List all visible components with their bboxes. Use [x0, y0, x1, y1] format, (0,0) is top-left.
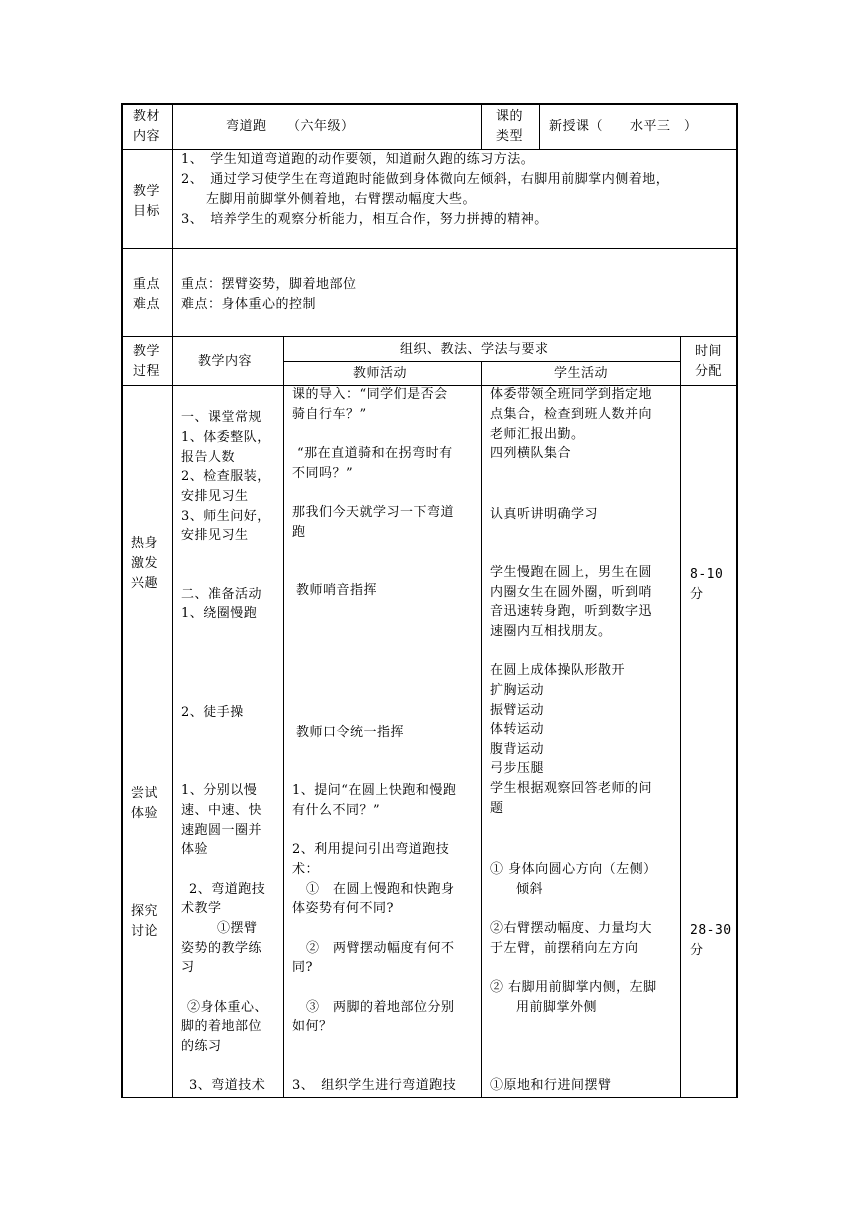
keypoint-line: 重点：摆臂姿势，脚着地部位	[181, 277, 357, 292]
table-divider	[481, 103, 482, 149]
content-line: 1、分别以慢	[181, 783, 258, 798]
table-divider	[283, 336, 284, 1098]
content-line: ①摆臂	[217, 921, 258, 936]
teacher-line: 1、提问“在圆上快跑和慢跑	[292, 783, 457, 798]
student-line: ②右臂摆动幅度、力量均大	[490, 921, 653, 936]
label-keypoints: 难点	[133, 297, 161, 312]
teacher-line: 不同吗？”	[292, 466, 354, 481]
phase-try: 体验	[131, 806, 159, 821]
header-teacher: 教师活动	[353, 366, 408, 381]
teacher-line: 3、 组织学生进行弯道跑技	[292, 1078, 457, 1093]
phase-warmup: 激发	[131, 556, 159, 571]
objective-line: 1、 学生知道弯道跑的动作要领，知道耐久跑的练习方法。	[181, 152, 535, 167]
time-value: 分	[690, 943, 704, 958]
content-line: 3、师生问好，	[181, 509, 271, 524]
teacher-line: 课的导入：“同学们是否会	[292, 387, 448, 402]
time-value: 28-30	[690, 923, 732, 938]
objective-line: 左脚用前脚掌外侧着地，右臂摆动幅度大些。	[206, 192, 477, 207]
header-org: 组织、教法、学法与要求	[400, 342, 549, 357]
content-line: 2、检查服装，	[181, 469, 271, 484]
student-line: 扩胸运动	[490, 683, 545, 698]
header-time: 分配	[695, 364, 723, 379]
label-keypoints: 重点	[133, 277, 161, 292]
teacher-line: 骑自行车？”	[292, 407, 367, 422]
student-line: 振臂运动	[490, 703, 545, 718]
teacher-line: 2、利用提问引出弯道跑技	[292, 842, 450, 857]
objective-line: 2、 通过学习使学生在弯道跑时能做到身体微向左倾斜，右脚用前脚掌内侧着地，	[181, 172, 670, 187]
student-line: 音迅速转身跑，听到数字迅	[490, 604, 653, 619]
table-divider	[172, 103, 173, 1098]
material-value: 弯道跑 （六年级）	[226, 119, 355, 134]
content-line: 体验	[181, 842, 209, 857]
time-value: 8-10	[690, 567, 724, 582]
student-line: ①原地和行进间摆臂	[490, 1078, 612, 1093]
header-time: 时间	[695, 344, 723, 359]
type-value: 新授课（ 水平三 ）	[549, 119, 698, 134]
content-line: 报告人数	[181, 450, 236, 465]
content-line: 2、徒手操	[181, 705, 244, 720]
teacher-line: 如何？	[292, 1019, 333, 1034]
label-material: 教材	[133, 109, 161, 124]
content-line: 安排见习生	[181, 489, 249, 504]
content-line: 习	[181, 960, 195, 975]
table-divider	[121, 248, 738, 249]
content-line: 1、体委整队，	[181, 430, 271, 445]
student-line: 内圈女生在圆外圈，听到哨	[490, 585, 653, 600]
student-line: 用前脚掌外侧	[516, 1000, 598, 1015]
teacher-line: 教师口令统一指挥	[296, 725, 405, 740]
phase-warmup: 热身	[131, 536, 159, 551]
label-process: 教学	[133, 344, 161, 359]
student-line: 题	[490, 801, 504, 816]
content-line: 安排见习生	[181, 528, 249, 543]
student-line: 腹背运动	[490, 742, 545, 757]
content-line: 的练习	[181, 1039, 222, 1054]
teacher-line: 那我们今天就学习一下弯道	[292, 505, 455, 520]
teacher-line: “那在直道骑和在拐弯时有	[297, 446, 453, 461]
student-line: 点集合，检查到班人数并向	[490, 407, 653, 422]
teacher-line: 同?	[292, 960, 313, 975]
header-content: 教学内容	[198, 354, 253, 369]
label-process: 过程	[133, 364, 161, 379]
phase-explore: 讨论	[131, 924, 159, 939]
teacher-line: ① 在圆上慢跑和快跑身	[306, 882, 455, 897]
label-objectives: 教学	[133, 184, 161, 199]
student-line: ② 右脚用前脚掌内侧，左脚	[490, 980, 657, 995]
table-divider	[121, 1097, 738, 1098]
student-line: 老师汇报出勤。	[490, 427, 585, 442]
phase-try: 尝试	[131, 786, 159, 801]
student-line: 体委带领全班同学到指定地	[490, 387, 653, 402]
student-line: 在圆上成体操队形散开	[490, 663, 626, 678]
content-line: 姿势的教学练	[181, 941, 263, 956]
content-line: 一、课堂常规	[181, 410, 263, 425]
content-line: 速、中速、快	[181, 803, 263, 818]
header-student: 学生活动	[554, 366, 609, 381]
phase-explore: 探究	[131, 904, 159, 919]
student-line: 认真听讲明确学习	[490, 507, 599, 522]
content-line: ②身体重心、	[187, 1000, 269, 1015]
table-border-right	[736, 103, 738, 1098]
content-line: 3、弯道技术	[189, 1078, 266, 1093]
table-divider	[121, 336, 738, 337]
content-line: 2、弯道跑技	[189, 882, 266, 897]
label-objectives: 目标	[133, 204, 161, 219]
teacher-line: ③ 两脚的着地部位分别	[306, 1000, 455, 1015]
student-line: 倾斜	[516, 882, 544, 897]
teacher-line: 跑	[292, 525, 306, 540]
content-line: 脚的着地部位	[181, 1019, 263, 1034]
student-line: 于左臂，前摆稍向左方向	[490, 941, 639, 956]
student-line: 四列横队集合	[490, 446, 572, 461]
student-line: ① 身体向圆心方向（左侧）	[490, 862, 657, 877]
phase-warmup: 兴趣	[131, 576, 159, 591]
time-value: 分	[690, 587, 704, 602]
content-line: 二、准备活动	[181, 587, 263, 602]
student-line: 体转运动	[490, 722, 545, 737]
label-material: 内容	[133, 129, 161, 144]
label-type: 类型	[496, 129, 524, 144]
keypoint-line: 难点：身体重心的控制	[181, 297, 317, 312]
teacher-line: 教师哨音指挥	[296, 583, 378, 598]
student-line: 弓步压腿	[490, 761, 545, 776]
student-line: 学生根据观察回答老师的问	[490, 781, 653, 796]
table-divider	[481, 361, 482, 1098]
table-border-top	[121, 103, 738, 105]
label-type: 课的	[496, 109, 524, 124]
teacher-line: 有什么不同？”	[292, 803, 381, 818]
objective-line: 3、 培养学生的观察分析能力，相互合作，努力拼搏的精神。	[181, 212, 548, 227]
student-line: 速圈内互相找朋友。	[490, 624, 612, 639]
content-line: 1、绕圈慢跑	[181, 606, 258, 621]
student-line: 学生慢跑在圆上，男生在圆	[490, 565, 653, 580]
teacher-line: ② 两臂摆动幅度有何不	[306, 941, 455, 956]
content-line: 速跑圆一圈并	[181, 823, 263, 838]
teacher-line: 术：	[292, 862, 320, 877]
teacher-line: 体姿势有何不同?	[292, 901, 394, 916]
table-divider	[680, 336, 681, 1098]
table-border-left	[121, 103, 123, 1098]
content-line: 术教学	[181, 901, 222, 916]
table-divider	[539, 103, 540, 149]
